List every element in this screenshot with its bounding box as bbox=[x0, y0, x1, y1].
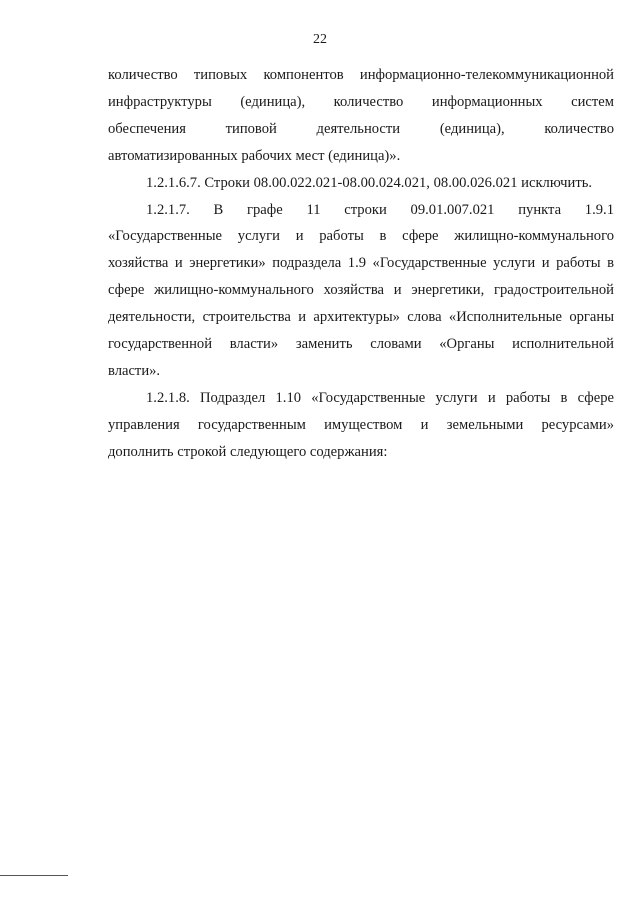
text-line: 1.2.1.7. В графе 11 строки 09.01.007.021 пункта 1.9.1 bbox=[146, 201, 614, 218]
text-line: 1.2.1.6.7. Строки 08.00.022.021-08.00.024.021, 08.00.026.021 исключить. bbox=[146, 174, 592, 191]
paragraph-item-1-2-1-8 bbox=[108, 385, 614, 466]
document-body bbox=[108, 62, 614, 466]
paragraph-item-1-2-1-7 bbox=[108, 197, 614, 385]
text-line: власти». bbox=[108, 362, 161, 379]
footer-rule bbox=[0, 875, 68, 876]
paragraph bbox=[108, 62, 614, 170]
paragraph-item-1-2-1-6-7 bbox=[108, 170, 614, 197]
text-line: хозяйства и энергетики» подраздела 1.9 «Государственные услуги и работы в bbox=[108, 255, 614, 272]
text-line: количество типовых компонентов информационно-телекоммуникационной bbox=[108, 67, 614, 83]
text-line: «Государственные услуги и работы в сфере жилищно-коммунального bbox=[108, 228, 614, 245]
text-line: обеспечения типовой деятельности (единица), количество bbox=[108, 120, 614, 137]
text-line: автоматизированных рабочих мест (единица)». bbox=[108, 147, 401, 164]
text-line: государственной власти» заменить словами «Органы исполнительной bbox=[108, 336, 614, 353]
text-line: сфере жилищно-коммунального хозяйства и энергетики, градостроительной bbox=[108, 282, 614, 299]
text-line: управления государственным имуществом и земельными ресурсами» bbox=[108, 416, 614, 433]
text-line: инфраструктуры (единица), количество информационных систем bbox=[108, 93, 614, 110]
page-number: 22 bbox=[313, 32, 327, 47]
text-line: деятельности, строительства и архитектуры» слова «Исполнительные органы bbox=[108, 309, 614, 326]
text-line: 1.2.1.8. Подраздел 1.10 «Государственные услуги и работы в сфере bbox=[146, 389, 614, 406]
text-line: дополнить строкой следующего содержания: bbox=[108, 443, 388, 460]
